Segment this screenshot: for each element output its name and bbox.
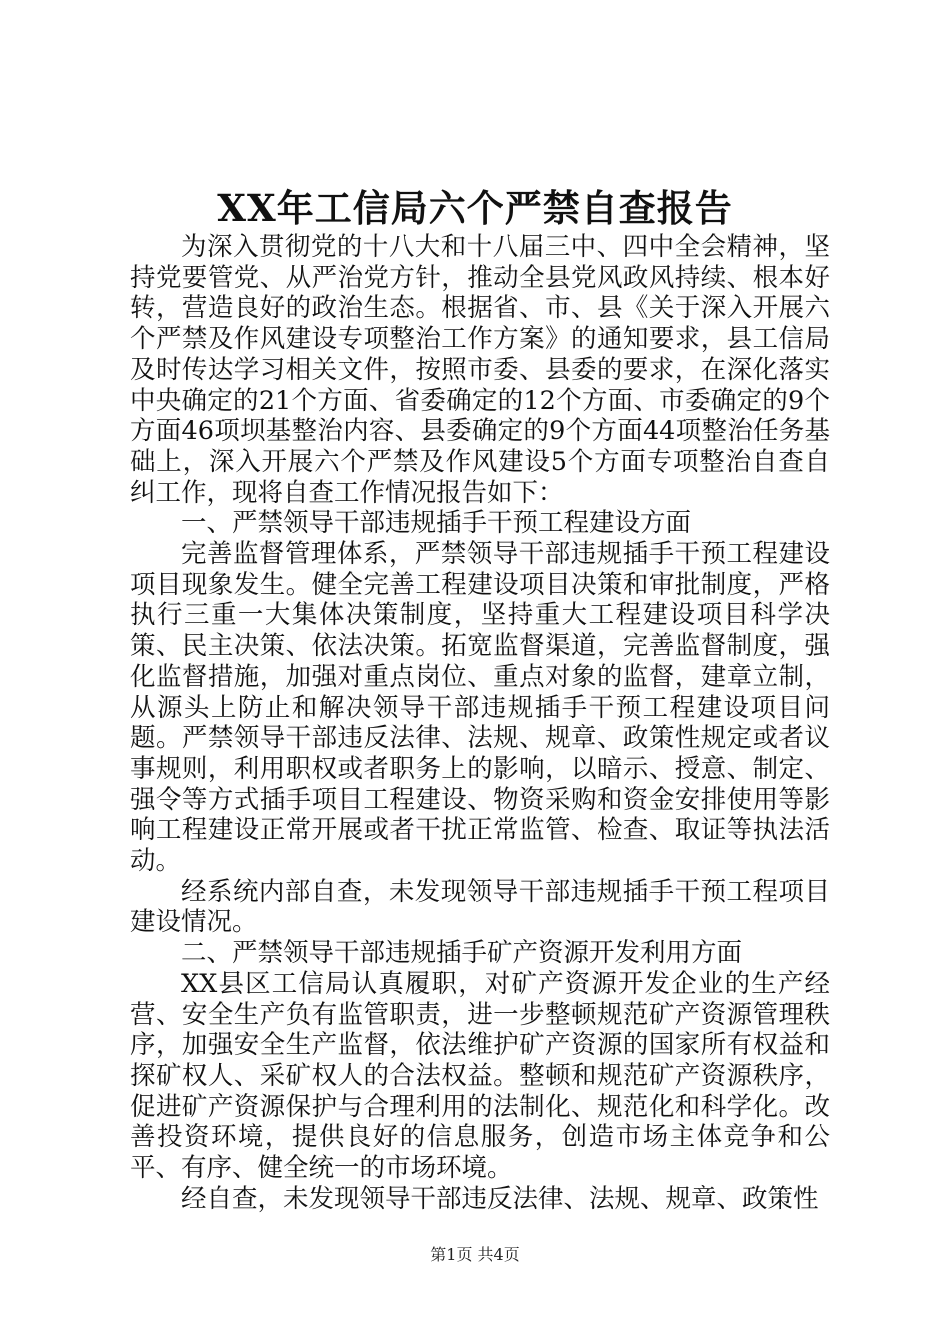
paragraph-section-2-body: XX县区工信局认真履职，对矿产资源开发企业的生产经营、安全生产负有监管职责，进一步整顿规范矿产资源管理秩序，加强安全生产监督，依法维护矿产资源的国家所有权益和探矿权人、采矿权人的合法权益。整顿和规范矿产资源秩序，促进矿产资源保护与合理利用的法制化、规范化和科学化。改善投资环境，提供良好的信息服务，创造市场主体竞争和公平、有序、健全统一的市场环境。: [130, 968, 830, 1184]
section-heading-1: 一、严禁领导干部违规插手干预工程建设方面: [181, 508, 692, 539]
page-number-footer: 第1页 共4页: [430, 1245, 520, 1264]
document-title: XX年工信局六个严禁自查报告: [217, 186, 733, 230]
paragraph-section-1-result: 经系统内部自查，未发现领导干部违规插手干预工程项目建设情况。: [130, 876, 830, 938]
paragraph-section-1-body: 完善监督管理体系，严禁领导干部违规插手干预工程建设项目现象发生。健全完善工程建设项目决策和审批制度，严格执行三重一大集体决策制度，坚持重大工程建设项目科学决策、民主决策、依法决策。拓宽监督渠道，完善监督制度，强化监督措施，加强对重点岗位、重点对象的监督，建章立制，从源头上防止和解决领导干部违规插手干预工程建设项目问题。严禁领导干部违反法律、法规、规章、政策性规定或者议事规则，利用职权或者职务上的影响，以暗示、授意、制定、强令等方式插手项目工程建设、物资采购和资金安排使用等影响工程建设正常开展或者干扰正常监管、检查、取证等执法活动。: [130, 539, 830, 877]
paragraph-intro: 为深入贯彻党的十八大和十八届三中、四中全会精神，坚持党要管党、从严治党方针，推动全县党风政风持续、根本好转，营造良好的政治生态。根据省、市、县《关于深入开展六个严禁及作风建设专项整治工作方案》的通知要求，县工信局及时传达学习相关文件，按照市委、县委的要求，在深化落实中央确定的21个方面、省委确定的12个方面、市委确定的9个方面46项坝基整治内容、县委确定的9个方面44项整治任务基础上，深入开展六个严禁及作风建设5个方面专项整治自查自纠工作，现将自查工作情况报告如下：: [130, 232, 830, 508]
document-body: [130, 232, 830, 1215]
section-heading-2: 二、严禁领导干部违规插手矿产资源开发利用方面: [181, 938, 743, 969]
paragraph-section-2-result: 经自查，未发现领导干部违反法律、法规、规章、政策性: [181, 1183, 819, 1214]
